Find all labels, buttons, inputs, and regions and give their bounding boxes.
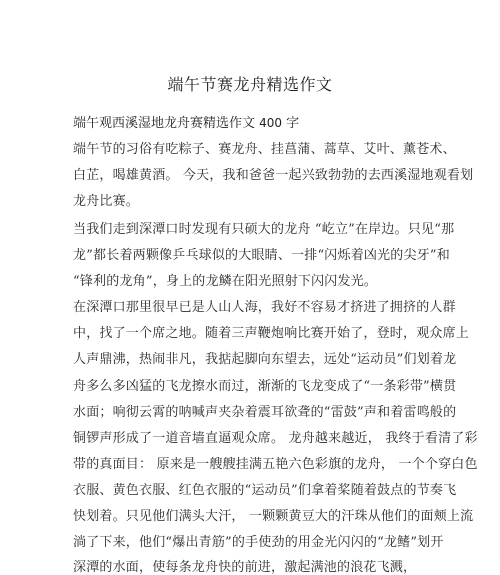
subtitle-word-count: 400 xyxy=(259,116,283,130)
body-line: 当我们走到深潭口时发现有只硕大的龙舟 “屹立”在岸边。只见“那 xyxy=(73,222,455,237)
body-line: 中，找了一个席之地。随着三声鞭炮响比赛开始了，登时，观众席上 xyxy=(73,326,470,341)
document-title: 端午节赛龙舟精选作文 xyxy=(167,75,333,94)
subtitle-unit: 字 xyxy=(282,116,300,131)
body-line: 铜锣声形成了一道音墙直逼观众席。 龙舟越来越近， 我终于看清了彩 xyxy=(73,431,478,446)
subtitle-text: 端午观西溪湿地龙舟赛精选作文 xyxy=(73,116,260,131)
body-line: 龙舟比赛。 xyxy=(73,194,140,209)
body-line: 快划着。只见他们满头大汗， 一颗颗黄豆大的汗珠从他们的面颊上流 xyxy=(73,509,474,524)
body-line: 龙”都长着两颗像乒乓球似的大眼睛、一排“闪烁着凶光的尖牙”和 xyxy=(73,248,450,263)
body-line: 带的真面目： 原来是一艘艘挂满五艳六色彩旗的龙舟， 一个个穿白色 xyxy=(73,457,478,472)
body-line: 淌了下来，他们“爆出青筋”的手使劲的用金光闪闪的“龙鳍”划开 xyxy=(73,535,444,550)
body-line: 在深潭口那里很早已是人山人海，我好不容易才挤进了拥挤的人群 xyxy=(73,300,456,315)
body-line: 水面；响彻云霄的呐喊声夹杂着震耳欲聋的“雷鼓”声和着雷鸣般的 xyxy=(73,405,457,420)
body-line: 白芷，喝雄黄酒。 今天，我和爸爸一起兴致勃勃的去西溪湿地观看划 xyxy=(73,168,474,183)
document-subtitle xyxy=(73,112,299,131)
body-line: 衣服、黄色衣服、红色衣服的“运动员”们拿着桨随着鼓点的节奏飞 xyxy=(73,483,457,498)
body-line: 舟多么多凶猛的飞龙擦水而过，渐渐的飞龙变成了“一条彩带”横贯 xyxy=(73,379,457,394)
body-line: 端午节的习俗有吃粽子、赛龙舟、挂菖蒲、蒿草、艾叶、薰苍术、 xyxy=(73,142,456,157)
body-line: “锋利的龙角”，身上的龙鳞在阳光照射下闪闪发光。 xyxy=(73,274,378,289)
body-line: 深潭的水面，使每条龙舟快的前进，激起满池的浪花飞溅， xyxy=(73,560,417,575)
body-line: 人声鼎沸，热闹非凡，我掂起脚向东望去，远处“运动员”们划着龙 xyxy=(73,352,457,367)
